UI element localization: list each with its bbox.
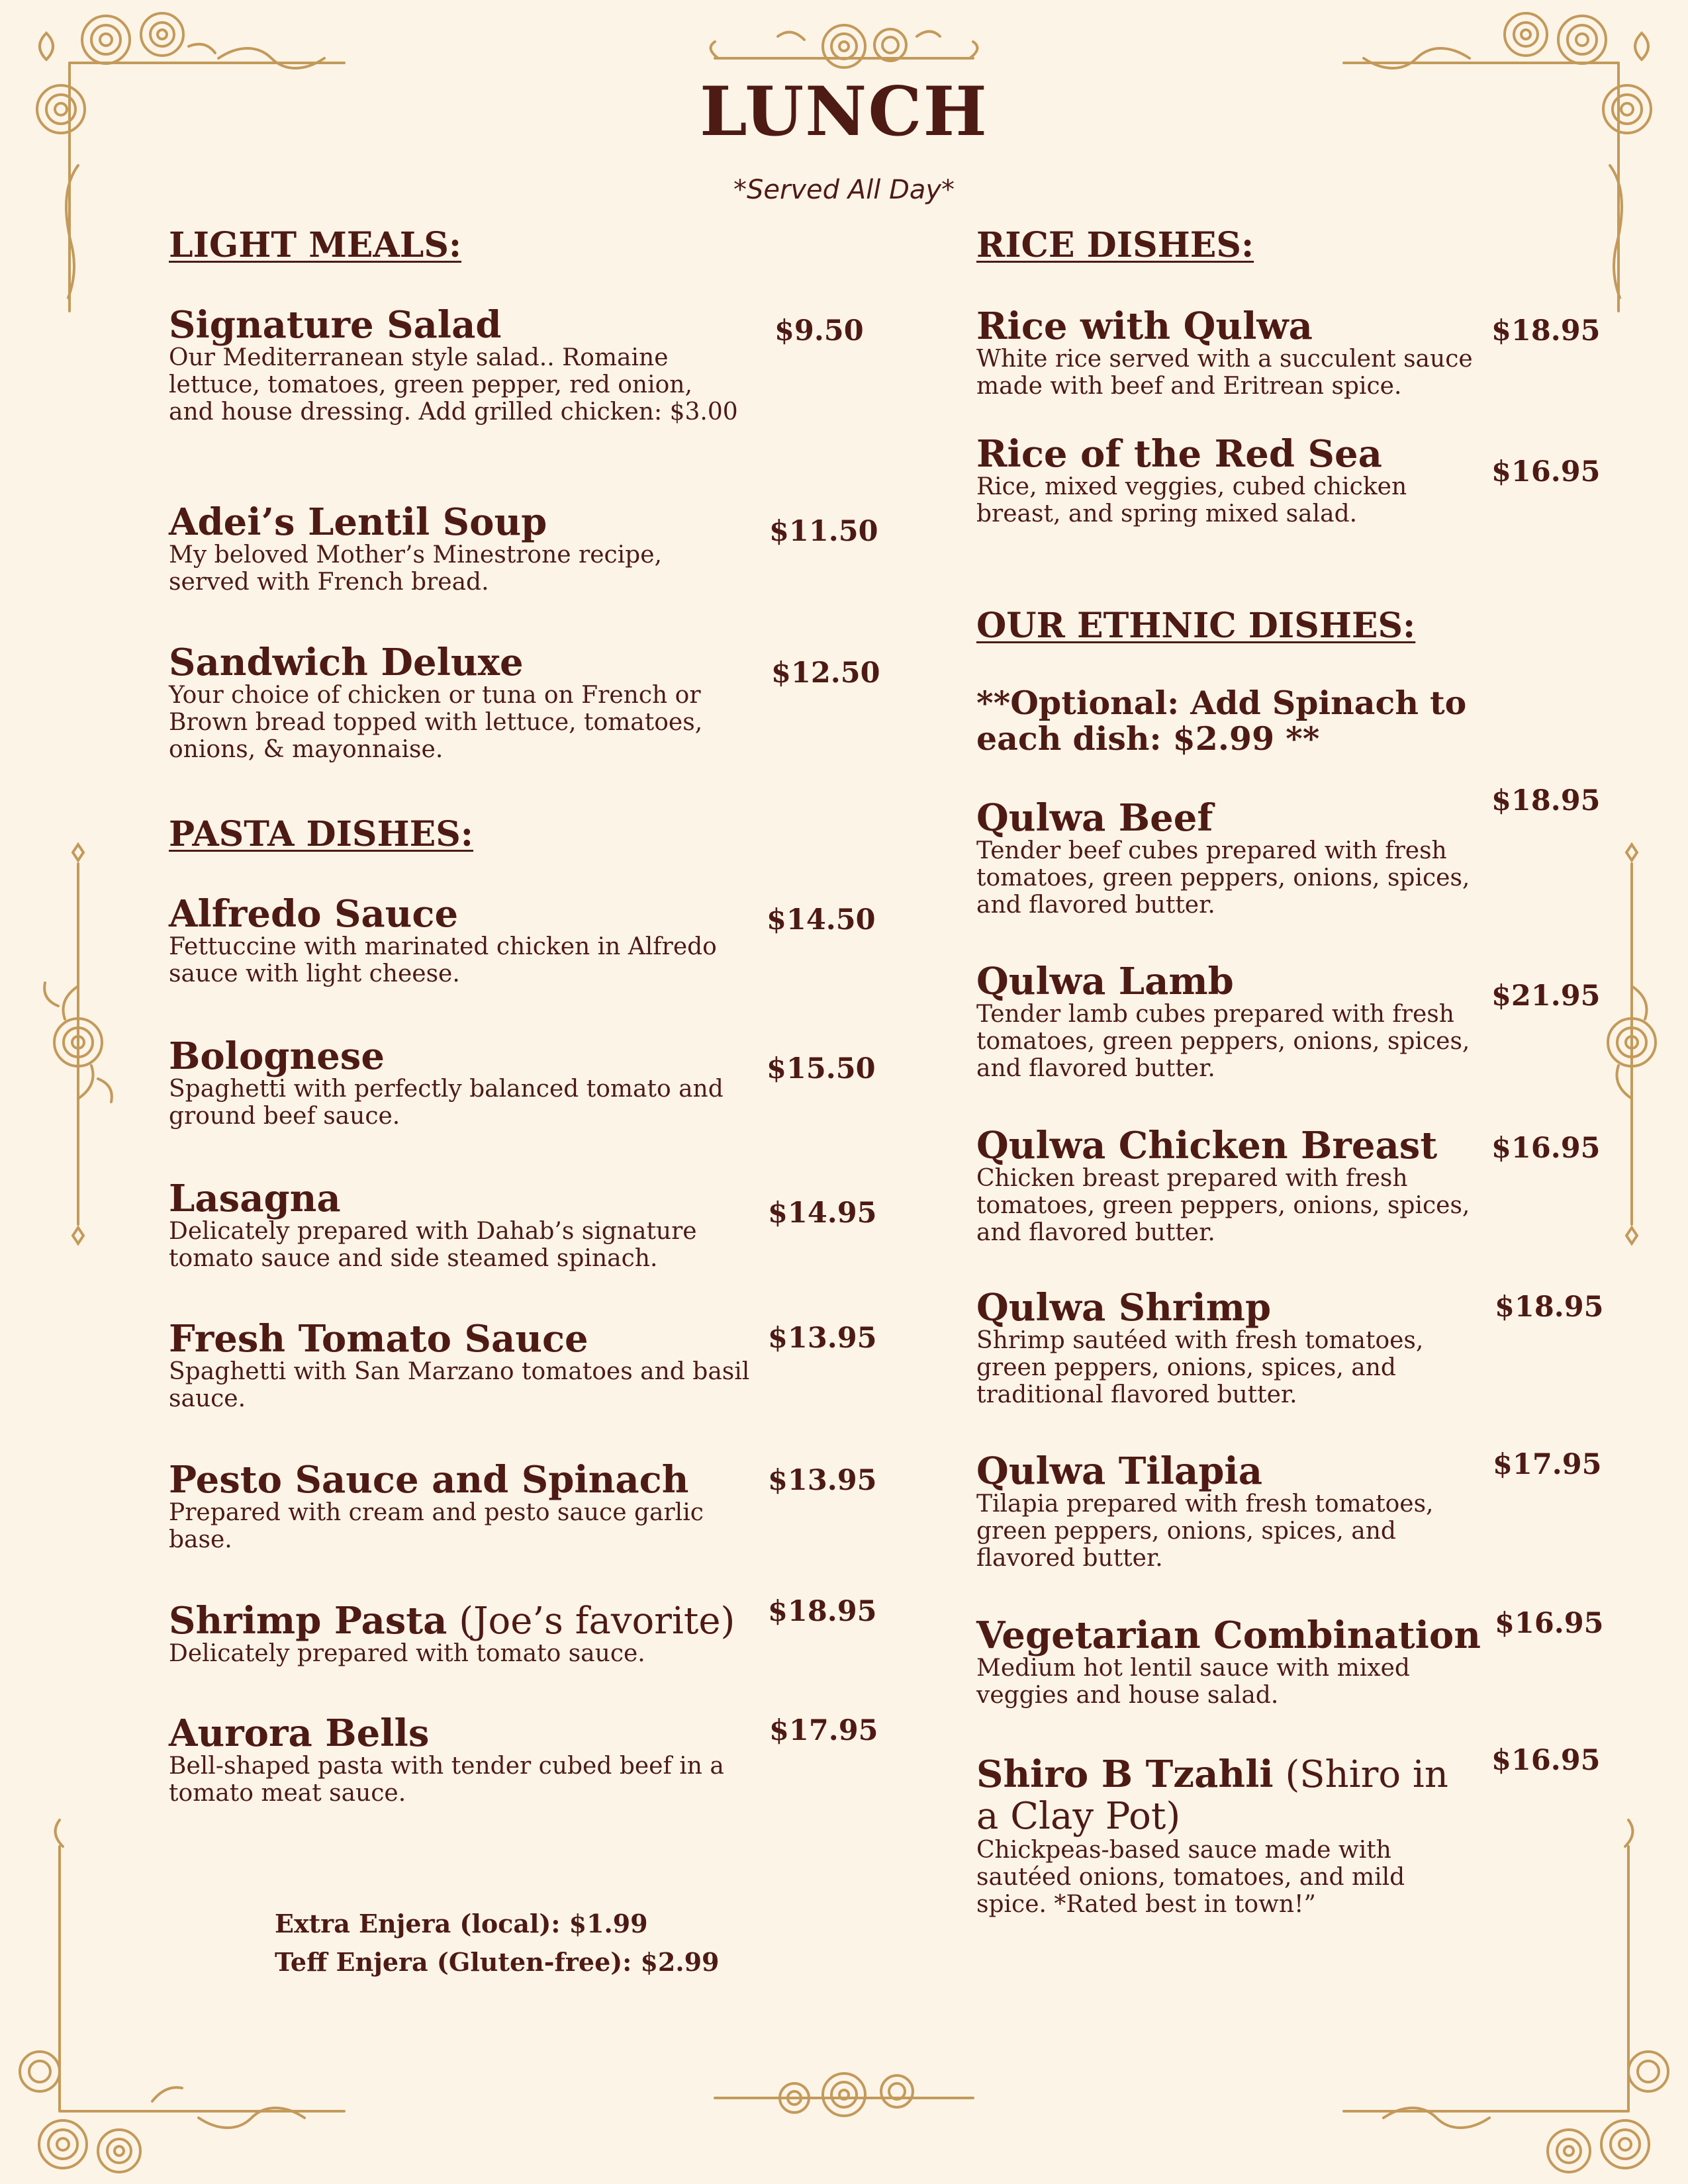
item-name-aside: (Shiro in a Clay Pot) [976, 1753, 1448, 1838]
item-name: Fresh Tomato Sauce [169, 1317, 588, 1361]
item-description: Delicately prepared with tomato sauce. [169, 1640, 645, 1667]
item-name: Qulwa Tilapia [976, 1449, 1262, 1493]
side-rose-ornament-left [44, 844, 112, 1244]
item-name [169, 1600, 735, 1642]
item-name [976, 1754, 1479, 1837]
item-description: Spaghetti with perfectly balanced tomato and ground beef sauce. [169, 1075, 724, 1130]
item-price: $13.95 [768, 1322, 877, 1355]
item-description: My beloved Mother’s Minestrone recipe, served with French bread. [169, 541, 662, 596]
item-name: Qulwa Chicken Breast [976, 1124, 1438, 1167]
item-description: Spaghetti with San Marzano tomatoes and basil sauce. [169, 1358, 750, 1412]
item-name: Alfredo Sauce [169, 892, 459, 936]
section-heading-ethnic-dishes: OUR ETHNIC DISHES: [976, 606, 1416, 646]
menu-header [0, 72, 1688, 205]
section-heading-light-meals: LIGHT MEALS: [169, 225, 462, 265]
item-price: $16.95 [1495, 1607, 1604, 1640]
item-description: Your choice of chicken or tuna on French or Brown bread topped with lettuce, tomatoes, onions, & mayonnaise. [169, 682, 703, 763]
item-name: Lasagna [169, 1177, 341, 1220]
item-name: Bolognese [169, 1034, 385, 1078]
item-price: $14.50 [767, 903, 876, 936]
item-description: Bell-shaped pasta with tender cubed beef in a tomato meat sauce. [169, 1752, 724, 1807]
menu-title: LUNCH [700, 72, 988, 152]
item-name: Qulwa Shrimp [976, 1286, 1272, 1330]
item-price: $18.95 [1495, 1291, 1604, 1324]
extra-enjera-local: Extra Enjera (local): $1.99 [275, 1909, 648, 1938]
item-description: Prepared with cream and pesto sauce garlic base. [169, 1499, 704, 1553]
item-description: Fettuccine with marinated chicken in Alfredo sauce with light cheese. [169, 933, 717, 987]
item-name: Adei’s Lentil Soup [169, 500, 547, 544]
item-description: Chickpeas-based sauce made with sautéed onions, tomatoes, and mild spice. *Rated best in town!” [976, 1837, 1405, 1918]
item-name: Sandwich Deluxe [169, 641, 524, 684]
item-price: $11.50 [769, 515, 878, 548]
item-price: $15.50 [767, 1052, 876, 1085]
item-name: Rice of the Red Sea [976, 432, 1382, 476]
item-price: $18.95 [1491, 314, 1601, 347]
item-name-main: Shiro B Tzahli [976, 1752, 1274, 1796]
item-description: Medium hot lentil sauce with mixed veggies and house salad. [976, 1655, 1410, 1709]
extra-enjera-teff: Teff Enjera (Gluten-free): $2.99 [275, 1947, 720, 1977]
item-name: Pesto Sauce and Spinach [169, 1458, 689, 1502]
item-description: Rice, mixed veggies, cubed chicken breast, and spring mixed salad. [976, 473, 1407, 527]
section-heading-rice-dishes: RICE DISHES: [976, 225, 1254, 265]
item-price: $18.95 [768, 1595, 877, 1628]
item-description: Tender lamb cubes prepared with fresh tomatoes, green peppers, onions, spices, and flavored butter. [976, 1001, 1470, 1082]
item-description: Delicately prepared with Dahab’s signature tomato sauce and side steamed spinach. [169, 1218, 697, 1272]
side-rose-ornament-right [1608, 844, 1656, 1244]
item-name-main: Shrimp Pasta [169, 1599, 447, 1643]
item-name-aside: (Joe’s favorite) [447, 1600, 735, 1643]
spinach-note: **Optional: Add Spinach to each dish: $2.99 ** [976, 684, 1467, 758]
item-description: Chicken breast prepared with fresh tomatoes, green peppers, onions, spices, and flavored butter. [976, 1165, 1470, 1246]
item-price: $18.95 [1491, 784, 1601, 817]
item-description: Shrimp sautéed with fresh tomatoes, green peppers, onions, spices, and traditional flavored butter. [976, 1327, 1424, 1408]
item-name: Signature Salad [169, 303, 502, 347]
item-price: $16.95 [1491, 455, 1601, 488]
item-price: $12.50 [771, 657, 880, 690]
item-price: $17.95 [769, 1714, 878, 1747]
item-price: $16.95 [1491, 1132, 1601, 1165]
extras-list [275, 1905, 719, 1981]
item-name: Aurora Bells [169, 1711, 430, 1755]
item-price: $21.95 [1491, 979, 1601, 1013]
section-heading-pasta-dishes: PASTA DISHES: [169, 814, 474, 854]
top-center-rose-ornament [711, 25, 978, 68]
menu-subtitle: *Served All Day* [733, 175, 955, 205]
item-price: $13.95 [768, 1464, 877, 1497]
item-description: Tilapia prepared with fresh tomatoes, green peppers, onions, spices, and flavored butter. [976, 1490, 1434, 1572]
item-price: $9.50 [774, 314, 864, 347]
item-name: Qulwa Lamb [976, 960, 1234, 1003]
item-name: Rice with Qulwa [976, 304, 1313, 348]
corner-rose-ornament-bottom-left [20, 1820, 344, 2172]
item-description: Our Mediterranean style salad.. Romaine lettuce, tomatoes, green pepper, red onion, and house dressing. Add grilled chicken: $3.00 [169, 344, 738, 426]
item-description: White rice served with a succulent sauce made with beef and Eritrean spice. [976, 345, 1473, 400]
item-price: $14.95 [768, 1197, 877, 1230]
item-name: Vegetarian Combination [976, 1614, 1481, 1657]
item-price: $17.95 [1493, 1448, 1602, 1481]
bottom-center-rose-ornament [715, 2073, 973, 2116]
item-description: Tender beef cubes prepared with fresh tomatoes, green peppers, onions, spices, and flavored butter. [976, 837, 1470, 919]
item-name: Qulwa Beef [976, 796, 1213, 840]
item-price: $16.95 [1491, 1744, 1601, 1777]
